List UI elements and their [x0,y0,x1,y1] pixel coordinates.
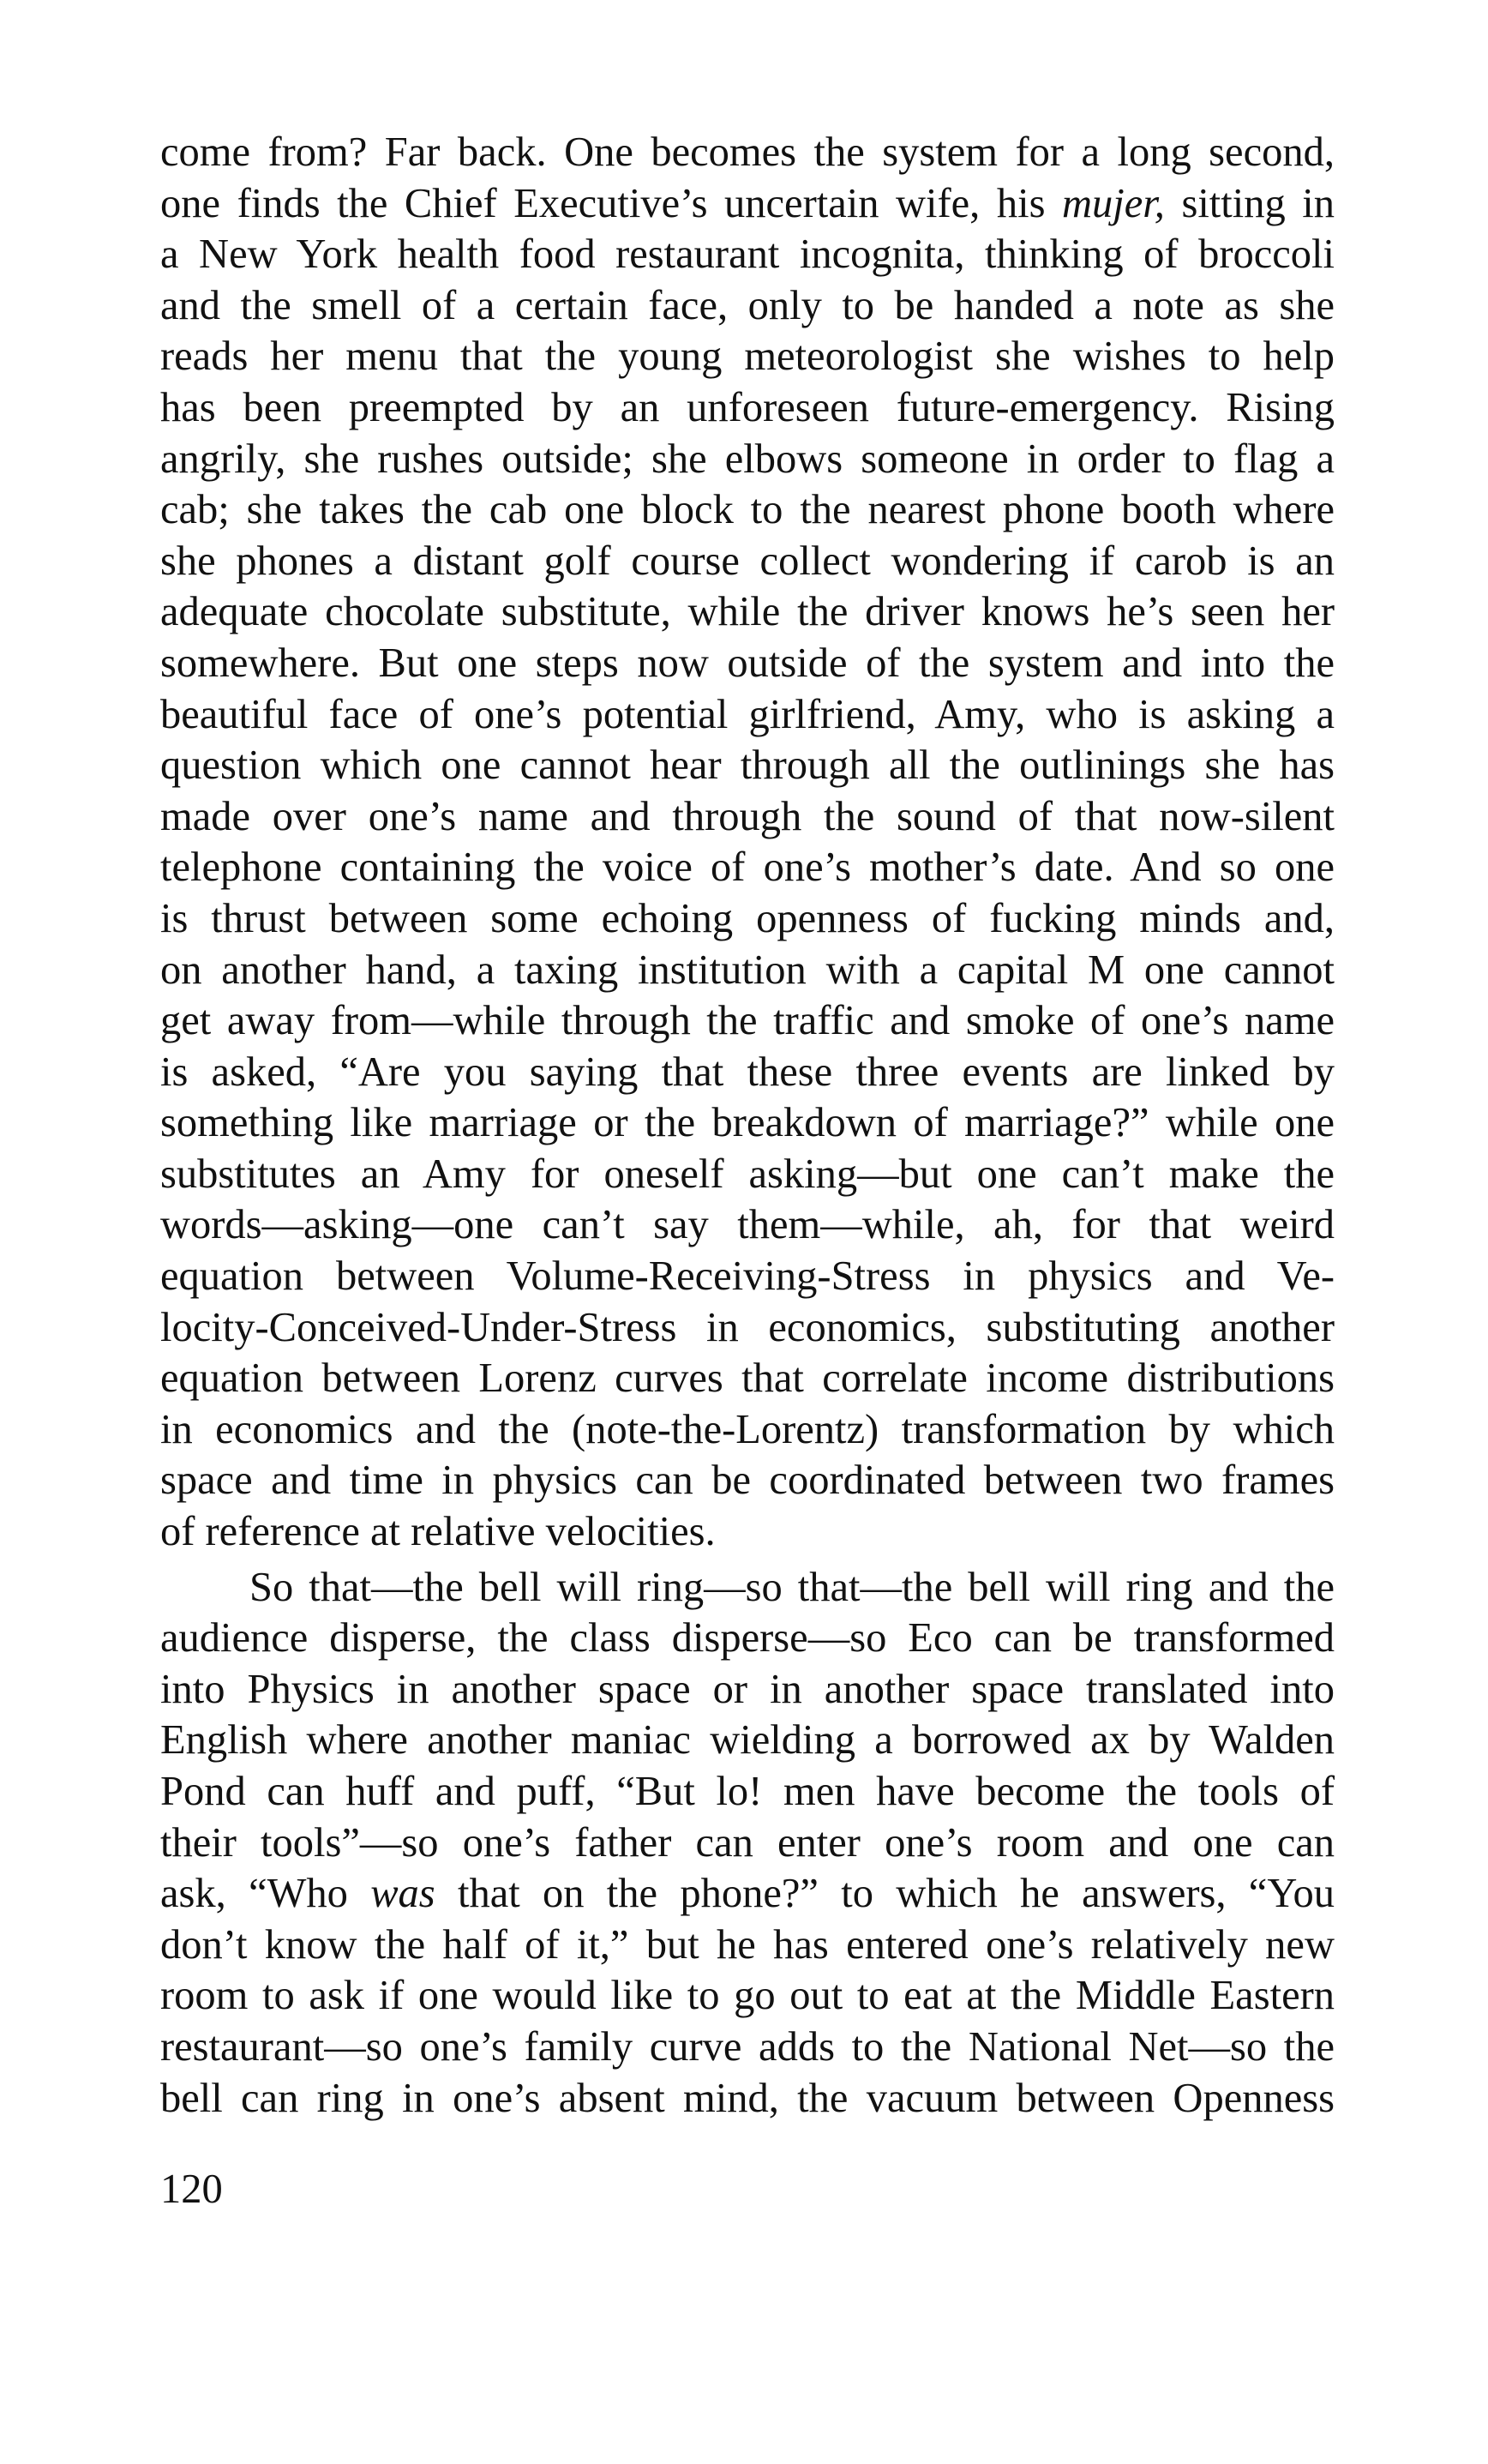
text-line [160,536,1335,587]
text-segment: into Physics in another space or in another space translated into [160,1666,1335,1712]
text-line [160,1506,1335,1558]
text-line [160,382,1335,434]
text-line [160,689,1335,741]
paragraph [160,127,1335,1558]
text-line [160,1766,1335,1818]
text-segment: get away from—while through the traffic and smoke of one’s name [160,998,1335,1044]
text-segment: adequate chocolate substitute, while the driver knows he’s seen her [160,589,1335,635]
text-segment: cab; she takes the cab one block to the nearest phone booth where [160,487,1335,533]
italic-text: was [370,1871,435,1917]
text-segment: of reference at relative velocities. [160,1509,716,1555]
text-segment: come from? Far back. One becomes the system for a long second, [160,129,1335,175]
text-segment: is thrust between some echoing openness of fucking minds and, [160,895,1335,941]
text-segment: beautiful face of one’s potential girlfriend, Amy, who is asking a [160,691,1335,737]
text-segment: words—asking—one can’t say them—while, ah, for that weird [160,1202,1335,1248]
text-line [160,229,1335,280]
text-line [160,1664,1335,1716]
text-line [160,638,1335,689]
text-segment: angrily, she rushes outside; she elbows someone in order to flag a [160,436,1335,482]
text-segment: one finds the Chief Executive’s uncertain wife, his [160,180,1062,226]
text-segment: audience disperse, the class disperse—so Eco can be transformed [160,1615,1335,1662]
text-segment: in economics and the (note-the-Lorentz) transformation by which [160,1406,1335,1452]
text-segment: is asked, “Are you saying that these three events are linked by [160,1049,1335,1095]
text-segment: locity-Conceived-Under-Stress in economics, substituting another [160,1304,1335,1350]
text-segment: Pond can huff and puff, “But lo! men have become the tools of [160,1769,1335,1814]
text-line [160,791,1335,843]
text-line [160,178,1335,230]
text-segment: something like marriage or the breakdown of marriage?” while one [160,1100,1335,1146]
text-line [160,331,1335,382]
text-segment: So that—the bell will ring—so that—the bell will ring and the [249,1564,1335,1610]
text-segment: telephone containing the voice of one’s mother’s date. And so one [160,844,1335,891]
text-segment: sitting in [1164,180,1335,226]
text-line [160,1149,1335,1200]
text-line [160,1353,1335,1404]
text-segment: somewhere. But one steps now outside of the system and into the [160,640,1335,686]
text-line [160,1199,1335,1251]
text-segment: question which one cannot hear through all the outlinings she has [160,742,1335,789]
text-segment: has been preempted by an unforeseen future-emergency. Rising [160,384,1335,430]
text-segment: room to ask if one would like to go out to eat at the Middle Eastern [160,1973,1335,2019]
text-line [160,842,1335,893]
text-segment: on another hand, a taxing institution with a capital M one cannot [160,947,1335,993]
text-line [160,1970,1335,2022]
page-number: 120 [160,2167,223,2212]
text-line [160,945,1335,996]
text-line [160,280,1335,332]
text-segment: equation between Lorenz curves that correlate income distributions [160,1355,1335,1402]
text-line [160,1302,1335,1354]
text-line [160,995,1335,1047]
text-segment: she phones a distant golf course collect wondering if carob is an [160,538,1335,584]
text-line [160,1097,1335,1149]
text-line [160,740,1335,791]
text-segment: restaurant—so one’s family curve adds to the National Net—so the [160,2023,1335,2070]
text-segment: don’t know the half of it,” but he has entered one’s relatively new [160,1921,1335,1968]
text-line [160,1920,1335,1971]
text-segment: ask, “Who [160,1871,371,1917]
text-segment: that on the phone?” to which he answers, “You [435,1871,1335,1917]
text-segment: made over one’s name and through the sound of that now-silent [160,793,1335,839]
text-line [160,2073,1335,2124]
text-line [160,1251,1335,1302]
text-line [160,1047,1335,1098]
text-line [160,1613,1335,1664]
text-line [160,1455,1335,1506]
text-line [160,434,1335,485]
text-segment: equation between Volume-Receiving-Stress in physics and Ve- [160,1253,1335,1300]
text-segment: reads her menu that the young meteorologist she wishes to help [160,334,1335,380]
text-segment: space and time in physics can be coordinated between two frames [160,1457,1335,1504]
text-segment: bell can ring in one’s absent mind, the vacuum between Openness [160,2075,1335,2121]
text-line [160,2022,1335,2073]
text-line [160,1404,1335,1456]
body-text [160,127,1335,2124]
text-segment: substitutes an Amy for oneself asking—but one can’t make the [160,1151,1335,1197]
italic-text: mujer, [1062,180,1165,226]
paragraph [160,1562,1335,2124]
text-line [160,1562,1335,1614]
text-line [160,1818,1335,1869]
text-segment: and the smell of a certain face, only to be handed a note as she [160,282,1335,328]
text-segment: their tools”—so one’s father can enter one’s room and one can [160,1819,1335,1866]
text-line [160,1868,1335,1920]
text-line [160,484,1335,536]
text-segment: English where another maniac wielding a borrowed ax by Walden [160,1717,1335,1764]
text-line [160,127,1335,178]
text-line [160,1715,1335,1766]
text-line [160,586,1335,638]
text-segment: a New York health food restaurant incognita, thinking of broccoli [160,231,1335,278]
text-line [160,893,1335,945]
